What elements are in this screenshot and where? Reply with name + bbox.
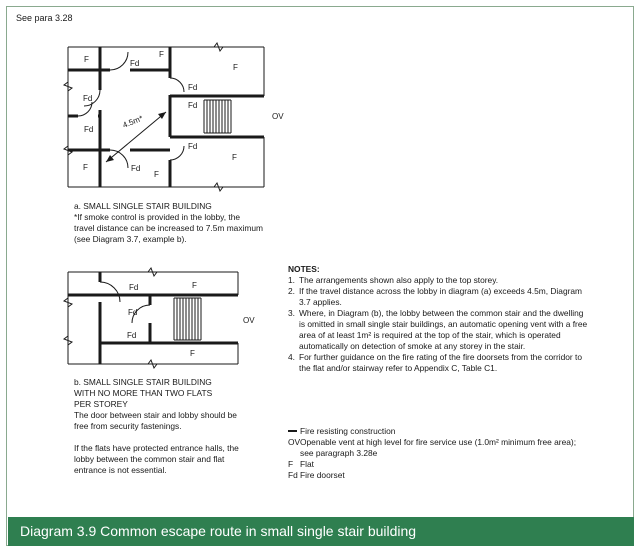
note-number: 4.	[288, 352, 295, 362]
fire-wall-swatch	[288, 430, 297, 433]
label-fd: Fd	[188, 142, 198, 151]
caption-line: a. SMALL SINGLE STAIR BUILDING	[74, 201, 212, 211]
legend-key	[288, 426, 300, 437]
note-number: 1.	[288, 275, 295, 285]
note-text: For further guidance on the fire rating of the fire doorsets from the corridor to the flat and/or stairway refer to Appendix C, Table C1.	[299, 352, 583, 373]
caption-line: PER STOREY	[74, 399, 128, 409]
label-f: F	[159, 50, 164, 59]
caption-line: travel distance can be increased to 7.5m maximum	[74, 223, 263, 233]
caption-line: The door between stair and lobby should be	[74, 410, 237, 420]
label-fd: Fd	[127, 331, 137, 340]
label-f: F	[190, 349, 195, 358]
door-swing	[110, 52, 128, 70]
legend-text: Fire doorset	[300, 470, 345, 480]
label-fd: Fd	[130, 59, 140, 68]
legend-item	[288, 426, 588, 437]
label-ov: OV	[272, 112, 284, 121]
caption-line: (see Diagram 3.7, example b).	[74, 234, 187, 244]
caption-line: *If smoke control is provided in the lobby, the	[74, 212, 241, 222]
caption-diagram-b	[74, 377, 239, 476]
legend-item	[288, 459, 588, 470]
legend-item	[288, 470, 588, 481]
label-fd: Fd	[131, 164, 141, 173]
label-fd: Fd	[188, 101, 198, 110]
caption-line: WITH NO MORE THAN TWO FLATS	[74, 388, 213, 398]
legend-key: Fd	[288, 470, 298, 480]
diagram-title: Diagram 3.9 Common escape route in small single stair building	[20, 523, 417, 539]
stair-treads-a	[204, 100, 231, 133]
label-f: F	[154, 170, 159, 179]
label-f: F	[233, 63, 238, 72]
door-swing	[78, 102, 92, 116]
caption-line: free from security fastenings.	[74, 421, 182, 431]
travel-distance-label: 4.5m*	[121, 113, 145, 130]
label-fd: Fd	[128, 308, 138, 317]
caption-line: b. SMALL SINGLE STAIR BUILDING	[74, 377, 212, 387]
door-swing	[170, 78, 184, 92]
notes-block	[288, 264, 588, 374]
note-number: 2.	[288, 286, 295, 296]
caption-line: lobby between the common stair and flat	[74, 454, 225, 464]
legend-text: Openable vent at high level for fire service use (1.0m² minimum free area); see paragraph 3.28e	[300, 437, 577, 458]
note-text: If the travel distance across the lobby in diagram (a) exceeds 4.5m, Diagram 3.7 applies.	[299, 286, 583, 307]
note-number: 3.	[288, 308, 295, 318]
label-f: F	[192, 281, 197, 290]
caption-line: If the flats have protected entrance halls, the	[74, 443, 239, 453]
label-fd: Fd	[188, 83, 198, 92]
label-fd: Fd	[83, 94, 93, 103]
legend-text: Fire resisting construction	[300, 426, 396, 436]
note-item	[288, 286, 588, 308]
legend-key: OV	[288, 437, 301, 447]
legend-text: Flat	[300, 459, 314, 469]
note-item	[288, 352, 588, 374]
door-swing	[170, 146, 184, 160]
legend-item	[288, 437, 588, 459]
see-para-reference: See para 3.28	[16, 13, 73, 23]
note-text: Where, in Diagram (b), the lobby between the common stair and the dwelling is omitted in small single stair buildings, an automatic opening vent with a free area of at least 1m² is required at the top of the stair, which is operated automatically on detection of smoke at any storey in the stair.	[299, 308, 588, 351]
notes-title: NOTES:	[288, 264, 320, 274]
note-item	[288, 308, 588, 352]
label-f: F	[84, 55, 89, 64]
note-text: The arrangements shown also apply to the top storey.	[299, 275, 499, 285]
label-f: F	[232, 153, 237, 162]
label-f: F	[83, 163, 88, 172]
caption-line: entrance is not essential.	[74, 465, 167, 475]
caption-diagram-a	[74, 201, 263, 245]
caption-line	[74, 432, 239, 443]
diagram-title-bar	[8, 517, 634, 546]
note-item	[288, 275, 588, 286]
label-fd: Fd	[129, 283, 139, 292]
label-fd: Fd	[84, 125, 94, 134]
legend-block	[288, 426, 588, 481]
label-ov: OV	[243, 316, 255, 325]
legend-key: F	[288, 459, 294, 469]
